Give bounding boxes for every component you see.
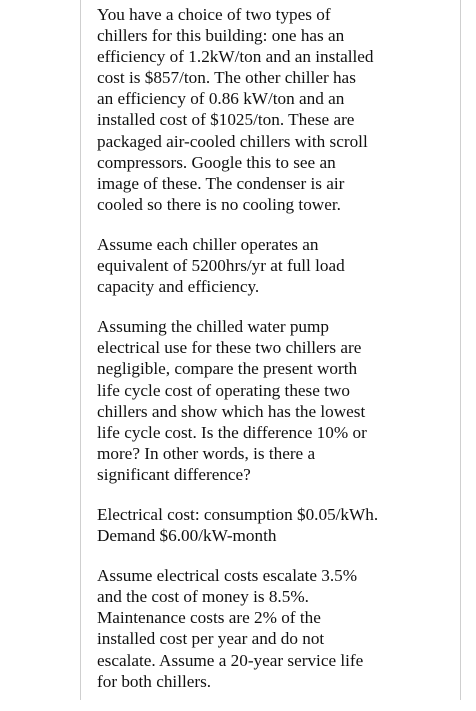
paragraph-comparison-task: Assuming the chilled water pump electrical use for these two chillers are negligible, compare the present worth life cycle cost of operating these two chillers and show which has the lowest life cycle cost. Is the difference 10% or more? In other words, is there a significant difference?	[97, 317, 367, 484]
paragraph-escalation-assumptions: Assume electrical costs escalate 3.5% and the cost of money is 8.5%. Maintenance costs are 2% of the installed cost per year and do not escalate. Assume a 20-year service life for both chillers.	[97, 566, 364, 691]
paragraph-chiller-options: You have a choice of two types of chillers for this building: one has an efficiency of 1.2kW/ton and an installed cost is $857/ton. The other chiller has an efficiency of 0.86 kW/ton and an installed cost of $1025/ton. These are packaged air-cooled chillers with scroll compressors. Google this to see an image of these. The condenser is air cooled so there is no cooling tower.	[97, 5, 374, 214]
problem-text	[97, 4, 457, 711]
left-border-line	[80, 0, 81, 700]
paragraph-electrical-cost: Electrical cost: consumption $0.05/kWh. Demand $6.00/kW-month	[97, 504, 379, 546]
right-border-line	[460, 0, 461, 700]
paragraph-operating-hours: Assume each chiller operates an equivalent of 5200hrs/yr at full load capacity and efficiency.	[97, 234, 345, 297]
